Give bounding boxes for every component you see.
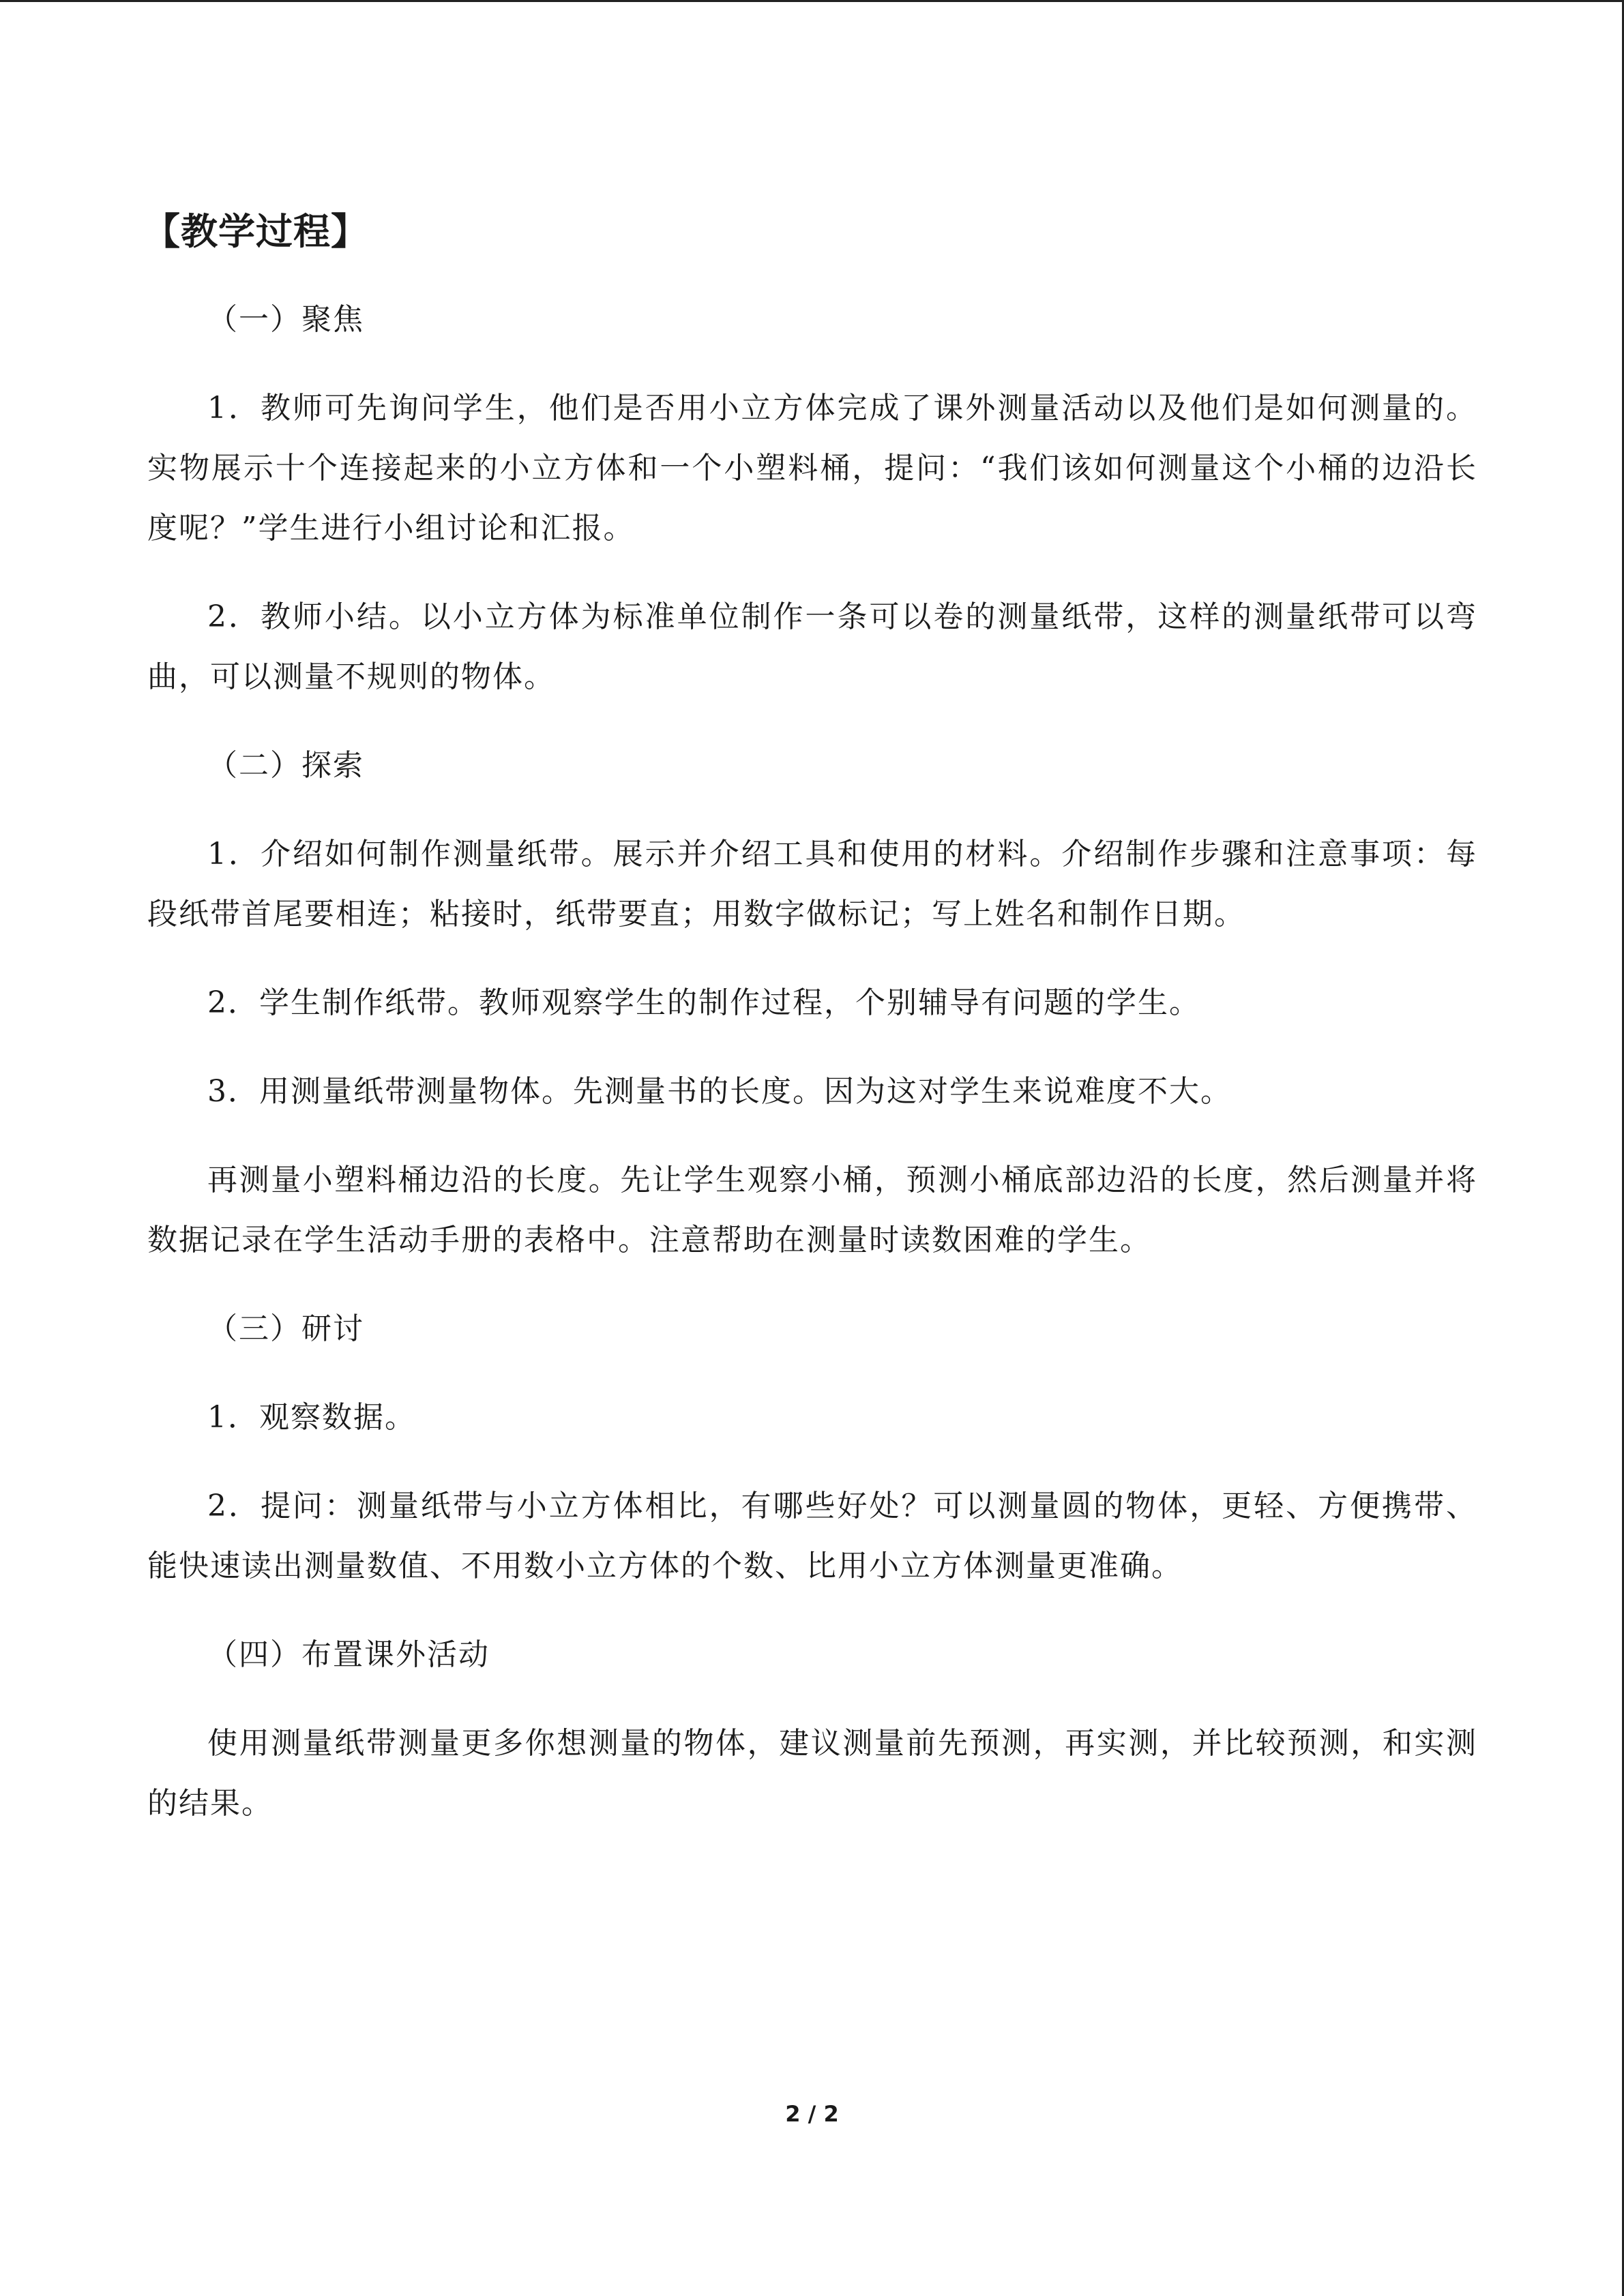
section-heading: 【教学过程】: [143, 210, 368, 253]
document-body: [143, 205, 1477, 1862]
paragraph-discuss-1: 1．观察数据。: [207, 1400, 416, 1435]
paragraph-discuss-2: 2．提问：测量纸带与小立方体相比，有哪些好处？可以测量圆的物体，更轻、方便携带、能快速读出测量数值、不用数小立方体的个数、比用小立方体测量更准确。: [147, 1489, 1477, 1583]
paragraph-explore-3: 3．用测量纸带测量物体。先测量书的长度。因为这对学生来说难度不大。: [207, 1074, 1232, 1109]
paragraph-explore-4: 再测量小塑料桶边沿的长度。先让学生观察小桶，预测小桶底部边沿的长度，然后测量并将数据记录在学生活动手册的表格中。注意帮助在测量时读数困难的学生。: [147, 1163, 1477, 1257]
page-number: 2 / 2: [785, 2101, 839, 2127]
paragraph-explore-2: 2．学生制作纸带。教师观察学生的制作过程，个别辅导有问题的学生。: [207, 985, 1200, 1020]
paragraph-focus-1: 1．教师可先询问学生，他们是否用小立方体完成了课外测量活动以及他们是如何测量的。实物展示十个连接起来的小立方体和一个小塑料桶，提问：“我们该如何测量这个小桶的边沿长度呢？”学生进行小组讨论和汇报。: [147, 391, 1477, 546]
paragraph-focus-2: 2．教师小结。以小立方体为标准单位制作一条可以卷的测量纸带，这样的测量纸带可以弯曲，可以测量不规则的物体。: [147, 599, 1477, 694]
subsection-title-activity: （四）布置课外活动: [207, 1637, 490, 1672]
subsection-title-discuss: （三）研讨: [207, 1311, 364, 1346]
paragraph-activity-1: 使用测量纸带测量更多你想测量的物体，建议测量前先预测，再实测，并比较预测，和实测的结果。: [147, 1726, 1477, 1821]
subsection-title-explore: （二）探索: [207, 748, 364, 783]
subsection-title-focus: （一）聚焦: [207, 302, 364, 337]
paragraph-explore-1: 1．介绍如何制作测量纸带。展示并介绍工具和使用的材料。介绍制作步骤和注意事项：每段纸带首尾要相连；粘接时，纸带要直；用数字做标记；写上姓名和制作日期。: [147, 837, 1477, 931]
